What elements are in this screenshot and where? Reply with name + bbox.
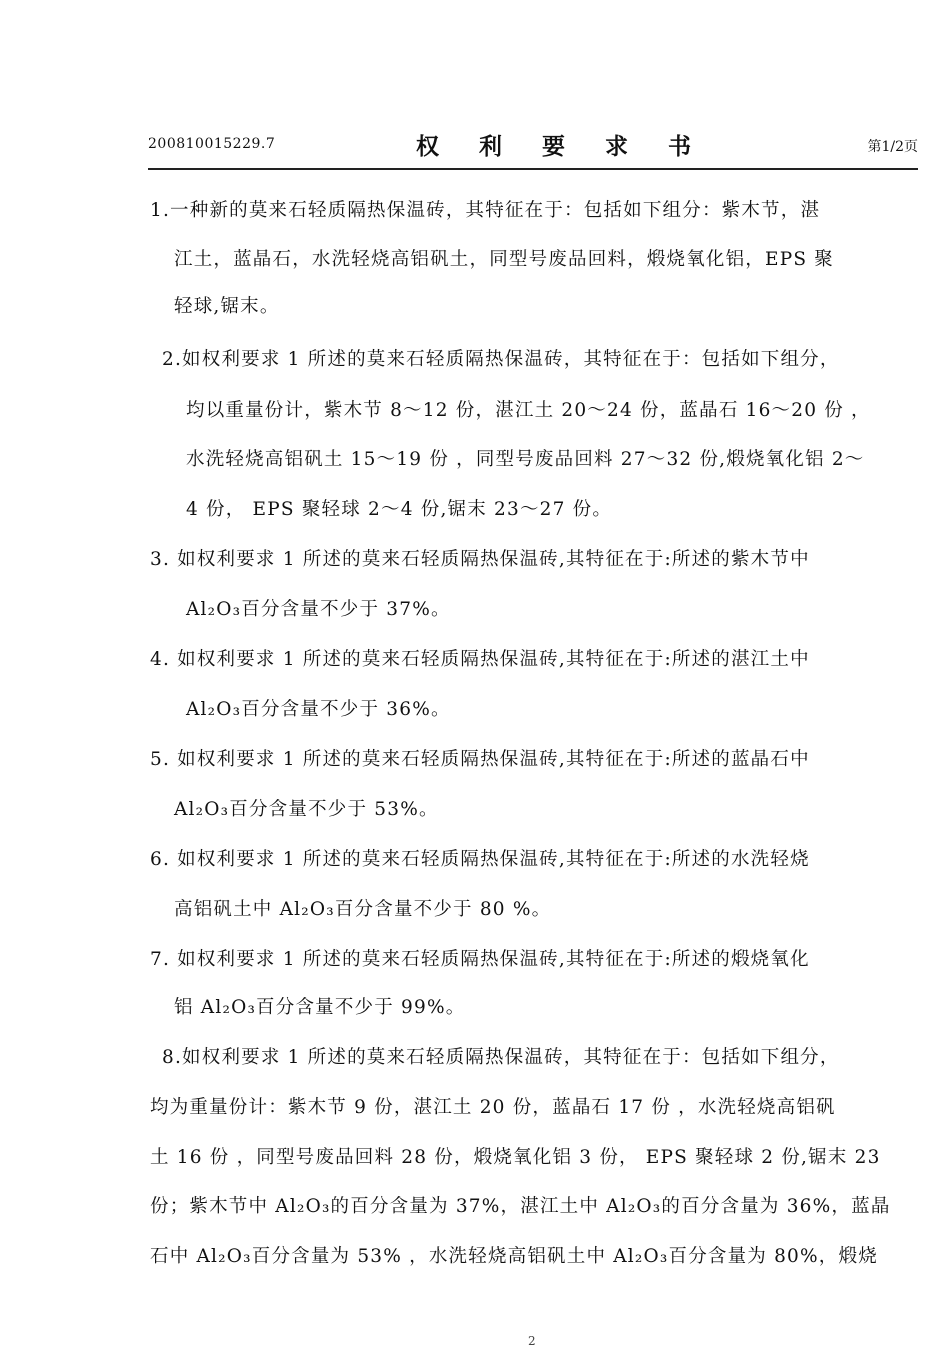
claim-4-line-1: 4. 如权利要求 1 所述的莫来石轻质隔热保温砖,其特征在于:所述的湛江土中 bbox=[150, 649, 810, 670]
page-number: 2 bbox=[528, 1334, 536, 1348]
claim-1-line-2: 江土，蓝晶石，水洗轻烧高铝矾土，同型号废品回料，煅烧氧化铝，EPS 聚 bbox=[174, 249, 835, 270]
claim-5-line-1: 5. 如权利要求 1 所述的莫来石轻质隔热保温砖,其特征在于:所述的蓝晶石中 bbox=[150, 749, 810, 770]
claim-2-line-1: 2.如权利要求 1 所述的莫来石轻质隔热保温砖，其特征在于：包括如下组分， bbox=[162, 349, 840, 370]
claim-8-line-4: 份；紫木节中 Al₂O₃的百分含量为 37%，湛江土中 Al₂O₃的百分含量为 36%，蓝晶 bbox=[150, 1196, 891, 1217]
header-divider bbox=[148, 168, 918, 170]
claim-7-line-2: 铝 Al₂O₃百分含量不少于 99%。 bbox=[174, 997, 466, 1018]
claim-6-line-2: 高铝矾土中 Al₂O₃百分含量不少于 80 %。 bbox=[174, 899, 552, 920]
claim-8-line-2: 均为重量份计：紫木节 9 份，湛江土 20 份，蓝晶石 17 份 ，水洗轻烧高铝矾 bbox=[150, 1097, 836, 1118]
claim-2-line-2: 均以重量份计，紫木节 8～12 份，湛江土 20～24 份，蓝晶石 16～20 份 ， bbox=[186, 400, 871, 421]
claim-2-line-4: 4 份， EPS 聚轻球 2～4 份,锯末 23～27 份。 bbox=[186, 499, 613, 520]
page-indicator: 第1/2页 bbox=[867, 139, 918, 155]
claim-3-line-2: Al₂O₃百分含量不少于 37%。 bbox=[186, 599, 451, 620]
claim-6-line-1: 6. 如权利要求 1 所述的莫来石轻质隔热保温砖,其特征在于:所述的水洗轻烧 bbox=[150, 849, 810, 870]
claim-2-line-3: 水洗轻烧高铝矾土 15～19 份 ，同型号废品回料 27～32 份,煅烧氧化铝 2～ bbox=[186, 449, 865, 470]
claim-8-line-1: 8.如权利要求 1 所述的莫来石轻质隔热保温砖，其特征在于：包括如下组分， bbox=[162, 1047, 840, 1068]
claim-1-line-1: 1.一种新的莫来石轻质隔热保温砖，其特征在于：包括如下组分：紫木节，湛 bbox=[150, 200, 821, 221]
claim-5-line-2: Al₂O₃百分含量不少于 53%。 bbox=[174, 799, 439, 820]
claim-1-line-3: 轻球,锯末。 bbox=[174, 296, 280, 317]
page-header bbox=[148, 128, 918, 164]
application-number: 200810015229.7 bbox=[148, 136, 276, 152]
claim-8-line-3: 土 16 份 ，同型号废品回料 28 份，煅烧氧化铝 3 份， EPS 聚轻球 2 份,锯末 23 bbox=[150, 1147, 881, 1168]
claim-4-line-2: Al₂O₃百分含量不少于 36%。 bbox=[186, 699, 451, 720]
document-title: 权 利 要 求 书 bbox=[416, 133, 708, 160]
claim-7-line-1: 7. 如权利要求 1 所述的莫来石轻质隔热保温砖,其特征在于:所述的煅烧氧化 bbox=[150, 949, 810, 970]
claim-3-line-1: 3. 如权利要求 1 所述的莫来石轻质隔热保温砖,其特征在于:所述的紫木节中 bbox=[150, 549, 810, 570]
claim-8-line-5: 石中 Al₂O₃百分含量为 53% ，水洗轻烧高铝矾土中 Al₂O₃百分含量为 80%，煅烧 bbox=[150, 1246, 878, 1267]
